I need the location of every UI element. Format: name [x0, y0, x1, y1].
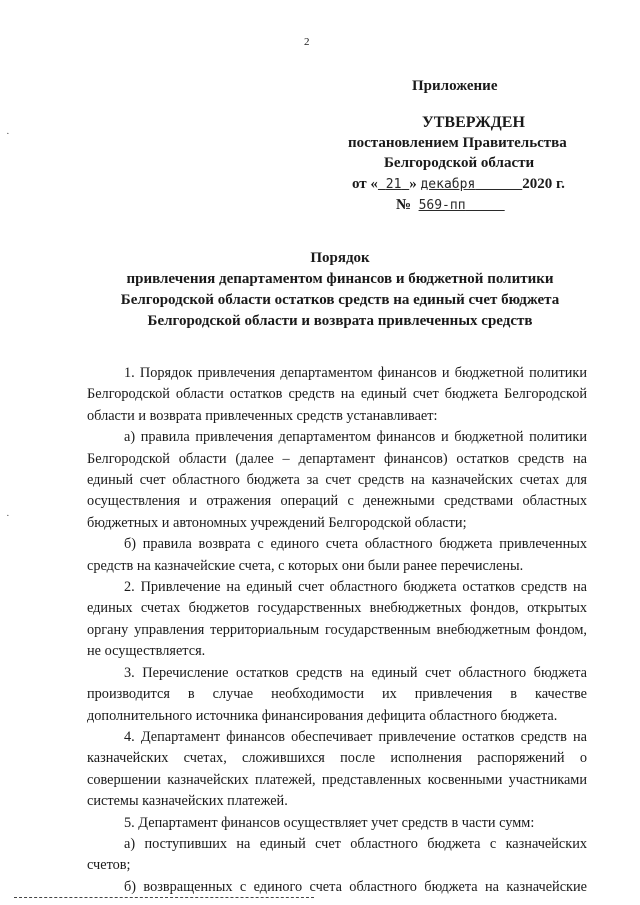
number-prefix: № [396, 197, 412, 213]
region-text: Белгородской области [384, 155, 535, 171]
number-value: 569-пп [418, 198, 466, 213]
paragraph-2: 2. Привлечение на единый счет областного бюджета остатков средств на единых счетах бюджетов государственных внебюджетных фондов, открытых органу управления территориальным государственным внебюджетным фондом, не осуществляется. [87, 579, 587, 660]
date-day: 21 [385, 177, 402, 192]
paragraph-5: 5. Департамент финансов осуществляет учет средств в части сумм: [124, 814, 535, 831]
appendix-label: Приложение [412, 78, 498, 94]
approval-date [352, 176, 565, 193]
paragraph-4: 4. Департамент финансов обеспечивает привлечение остатков средств на казначейских счетах, сложившихся после исполнения распоряжений о совершении казначейских платежей, представленных косвенными участниками системы казначейских платежей. [87, 728, 587, 810]
document-body [87, 363, 587, 898]
date-month: декабря [420, 177, 476, 192]
page-number: 2 [304, 36, 310, 48]
date-mid: » [409, 176, 417, 192]
title-line-4: Белгородской области и возврата привлеченных средств [147, 313, 533, 329]
paragraph-3: 3. Перечисление остатков средств на единый счет областного бюджета производится в случае необходимости их привлечения в качестве дополнительного источника финансирования дефицита областного бюджета. [87, 664, 587, 724]
paragraph-1: 1. Порядок привлечения департаментом финансов и бюджетной политики Белгородской области остатков средств на единый счет бюджета Белгородской области и возврата привлеченных средств устанавливает: [87, 365, 587, 424]
document-title [80, 248, 600, 332]
margin-dot: · [6, 510, 10, 522]
approved-label: УТВЕРЖДЕН [422, 114, 525, 131]
date-prefix: от « [352, 176, 378, 192]
approval-number [396, 197, 505, 214]
title-line-1: Порядок [310, 250, 370, 266]
paragraph-1a: а) правила привлечения департаментом финансов и бюджетной политики Белгородской области (далее – департамент финансов) остатков средств на единый счет областного бюджета за счет средств на казначейских счетах для осуществления и отражения операций с денежными средствами областных бюджетных и автономных учреждений Белгородской области; [87, 429, 587, 531]
margin-dot: · [6, 128, 10, 140]
paragraph-5b: б) возвращенных с единого счета областного бюджета на казначейские [124, 878, 587, 895]
paragraph-5a: а) поступивших на единый счет областного бюджета с казначейских счетов; [87, 835, 587, 874]
title-line-2: привлечения департаментом финансов и бюджетной политики [126, 271, 554, 287]
date-year: 2020 г. [522, 176, 565, 192]
approved-by-text: постановлением Правительства [348, 135, 567, 151]
title-line-3: Белгородской области остатков средств на единый счет бюджета [120, 292, 560, 308]
paragraph-1b: б) правила возврата с единого счета областного бюджета привлеченных средств на казначейские счета, с которых они были ранее перечислены. [87, 536, 587, 574]
page-edge-line [14, 897, 314, 898]
